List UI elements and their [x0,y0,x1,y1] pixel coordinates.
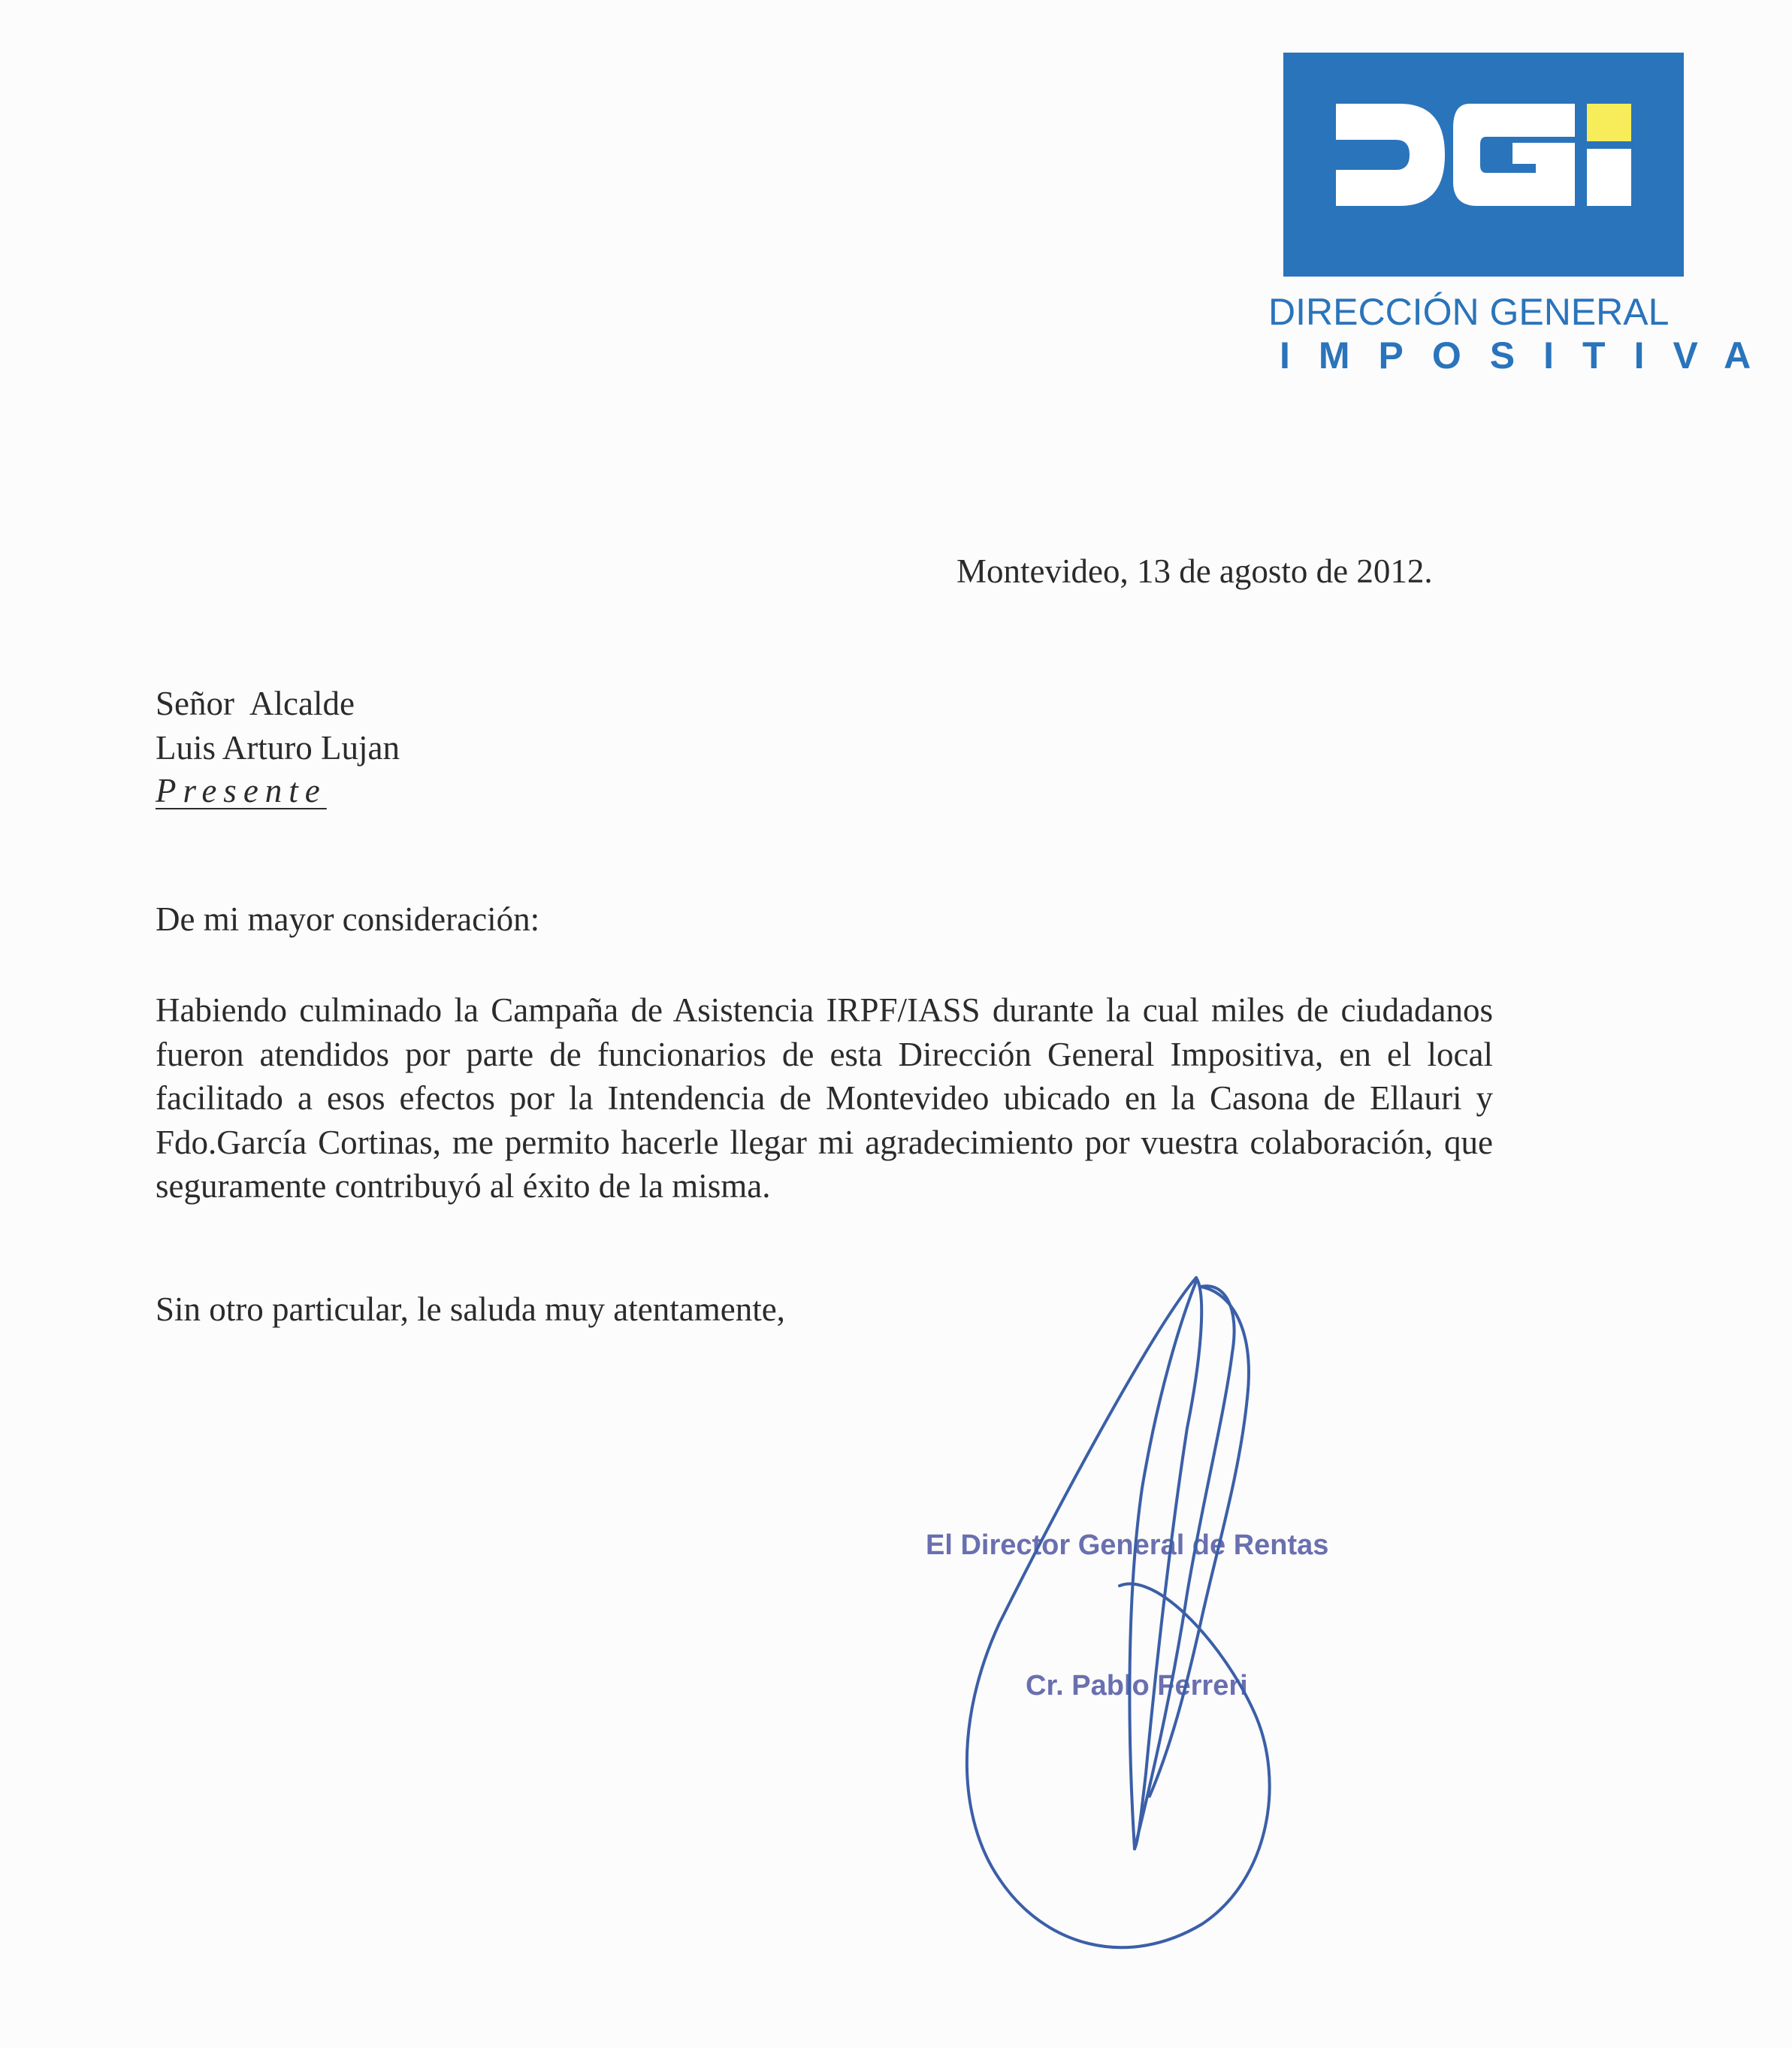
letterhead-line2: IMPOSITIVA [1280,334,1780,377]
stamp-title: El Director General de Rentas [926,1529,1329,1561]
dgi-logo [1283,53,1684,277]
letter-closing: Sin otro particular, le saluda muy atentamente, [156,1290,785,1328]
addressee-name: Luis Arturo Lujan [156,729,400,767]
addressee-title: Señor Alcalde [156,685,355,722]
dgi-logo-mark-icon [1283,53,1684,277]
addressee-presente: Presente [156,772,327,809]
stamp-name: Cr. Pablo Ferreri [1026,1670,1248,1702]
letter-date: Montevideo, 13 de agosto de 2012. [956,552,1433,590]
letterhead-line1: DIRECCIÓN GENERAL [1268,291,1670,333]
letter-body: Habiendo culminado la Campaña de Asistencia IRPF/IASS durante la cual miles de ciudadanos fueron atendidos por parte de funcionarios de esta Dirección General Impositiva, en el local facilitado a esos efectos por la Intendencia de Montevideo ubicado en la Casona de Ellauri y Fdo.García Cortinas, me permito hacerle llegar mi agradecimiento por vuestra colaboración, que seguramente contribuyó al éxito de la misma. [156,991,1493,1205]
letter-greeting: De mi mayor consideración: [156,900,540,938]
